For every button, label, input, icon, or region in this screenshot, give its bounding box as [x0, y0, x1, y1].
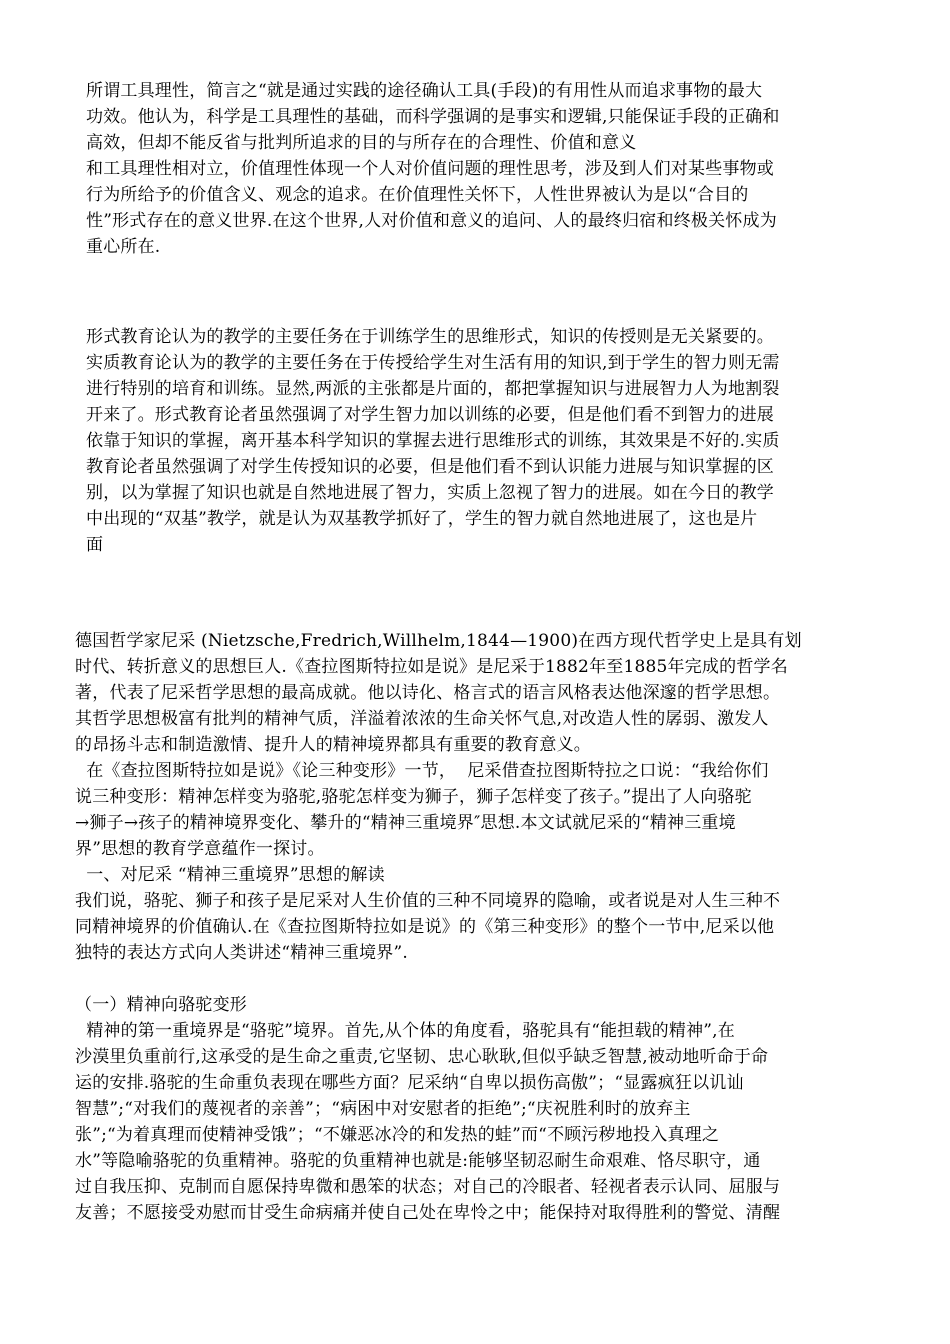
text-line: 我们说，骆驼、狮子和孩子是尼采对人生价值的三种不同境界的隐喻，或者说是对人生三种不 — [75, 891, 781, 911]
text-line: 功效。他认为，科学是工具理性的基础，而科学强调的是事实和逻辑,只能保证手段的正确和 — [86, 107, 780, 127]
text-line: 著，代表了尼采哲学思想的最高成就。他以诗化、格言式的语言风格表达他深邃的哲学思想。 — [75, 683, 781, 703]
text-line: 行为所给予的价值含义、观念的追求。在价值理性关怀下，人性世界被认为是以“合目的 — [86, 185, 749, 205]
text-line: →狮子→孩子的精神境界变化、攀升的“精神三重境界″思想.本文试就尼采的“精神三重境 — [75, 813, 736, 833]
text-line: 友善；不愿接受劝慰而甘受生命病痛并使自己处在卑怜之中；能保持对取得胜利的警觉、清醒 — [75, 1203, 781, 1223]
paragraph-instrumental-rationality — [86, 78, 876, 260]
text-line: 别，以为掌握了知识也就是自然地进展了智力，实质上忽视了智力的进展。如在今日的教学 — [86, 483, 774, 503]
section-heading: 一、对尼采 “精神三重境界”思想的解读 — [75, 865, 385, 885]
text-line: 张”;“为着真理而使精神受饿”；“不嫌恶冰冷的和发热的蛙”而“不顾污秽地投入真理之 — [75, 1125, 720, 1145]
subsection-heading: （一）精神向骆驼变形 — [75, 995, 247, 1015]
text-line: 其哲学思想极富有批判的精神气质，洋溢着浓浓的生命关怀气息,对改造人性的孱弱、激发人 — [75, 709, 769, 729]
text-line: 中出现的“双基”教学，就是认为双基教学抓好了，学生的智力就自然地进展了，这也是片 — [86, 509, 758, 529]
text-line: 过自我压抑、克制而自愿保持卑微和愚笨的状态；对自己的冷眼者、轻视者表示认同、屈服与 — [75, 1177, 781, 1197]
paragraph-formal-education — [86, 324, 876, 558]
text-line: 同精神境界的价值确认.在《查拉图斯特拉如是说》的《第三种变形》的整个一节中,尼采以他 — [75, 917, 775, 937]
text-line: 独特的表达方式向人类讲述“精神三重境界”. — [75, 943, 408, 963]
text-line: 重心所在. — [86, 237, 161, 257]
text-line: 智慧”;“对我们的蔑视者的亲善”；“病困中对安慰者的拒绝”;“庆祝胜利时的放弃主 — [75, 1099, 691, 1119]
blank-line — [75, 966, 875, 992]
text-line: 开来了。形式教育论者虽然强调了对学生智力加以训练的必要，但是他们看不到智力的进展 — [86, 405, 774, 425]
text-line: 教育论者虽然强调了对学生传授知识的必要，但是他们看不到认识能力进展与知识掌握的区 — [86, 457, 774, 477]
text-line: 性”形式存在的意义世界.在这个世界,人对价值和意义的追问、人的最终归宿和终极关怀成为 — [86, 211, 777, 231]
text-line: 沙漠里负重前行,这承受的是生命之重责,它坚韧、忠心耿耿,但似乎缺乏智慧,被动地听命于命 — [75, 1047, 769, 1067]
text-line: 所谓工具理性，简言之“就是通过实践的途径确认工具(手段)的有用性从而追求事物的最大 — [86, 81, 763, 101]
text-line: 界”思想的教育学意蕴作一探讨。 — [75, 839, 325, 859]
paragraph-nietzsche — [75, 628, 875, 1226]
text-line: 高效，但却不能反省与批判所追求的目的与所存在的合理性、价值和意义 — [86, 133, 637, 153]
text-line: 的昂扬斗志和制造激情、提升人的精神境界都具有重要的教育意义。 — [75, 735, 591, 755]
text-line: 运的安排.骆驼的生命重负表现在哪些方面？尼采纳“自卑以损伤高傲”；“显露疯狂以讥讪 — [75, 1073, 744, 1093]
text-line: 和工具理性相对立，价值理性体现一个人对价值问题的理性思考，涉及到人们对某些事物或 — [86, 159, 774, 179]
text-line: 实质教育论认为的教学的主要任务在于传授给学生对生活有用的知识,到于学生的智力则无需 — [86, 353, 780, 373]
text-line: 精神的第一重境界是“骆驼”境界。首先,从个体的角度看，骆驼具有“能担载的精神”,在 — [75, 1021, 735, 1041]
text-line: 形式教育论认为的教学的主要任务在于训练学生的思维形式，知识的传授则是无关紧要的。 — [86, 327, 774, 347]
text-line: 在《查拉图斯特拉如是说》《论三种变形》一节， 尼采借查拉图斯特拉之口说：“我给你们 — [75, 761, 769, 781]
text-line: 德国哲学家尼采 (Nietzsche,Fredrich,Willhelm,1844—1900)在西方现代哲学史上是具有划 — [75, 631, 802, 651]
text-line: 面 — [86, 535, 104, 555]
text-line: 水”等隐喻骆驼的负重精神。骆驼的负重精神也就是:能够坚韧忍耐生命艰难、恪尽职守，通 — [75, 1151, 761, 1171]
text-line: 依靠于知识的掌握，离开基本科学知识的掌握去进行思维形式的训练，其效果是不好的.实质 — [86, 431, 780, 451]
text-line: 说三种变形：精神怎样变为骆驼,骆驼怎样变为狮子，狮子怎样变了孩子。”提出了人向骆驼 — [75, 787, 752, 807]
text-line: 时代、转折意义的思想巨人.《查拉图斯特拉如是说》是尼采于1882年至1885年完成的哲学名 — [75, 657, 788, 677]
text-line: 进行特别的培育和训练。显然,两派的主张都是片面的，都把掌握知识与进展智力人为地割裂 — [86, 379, 780, 399]
